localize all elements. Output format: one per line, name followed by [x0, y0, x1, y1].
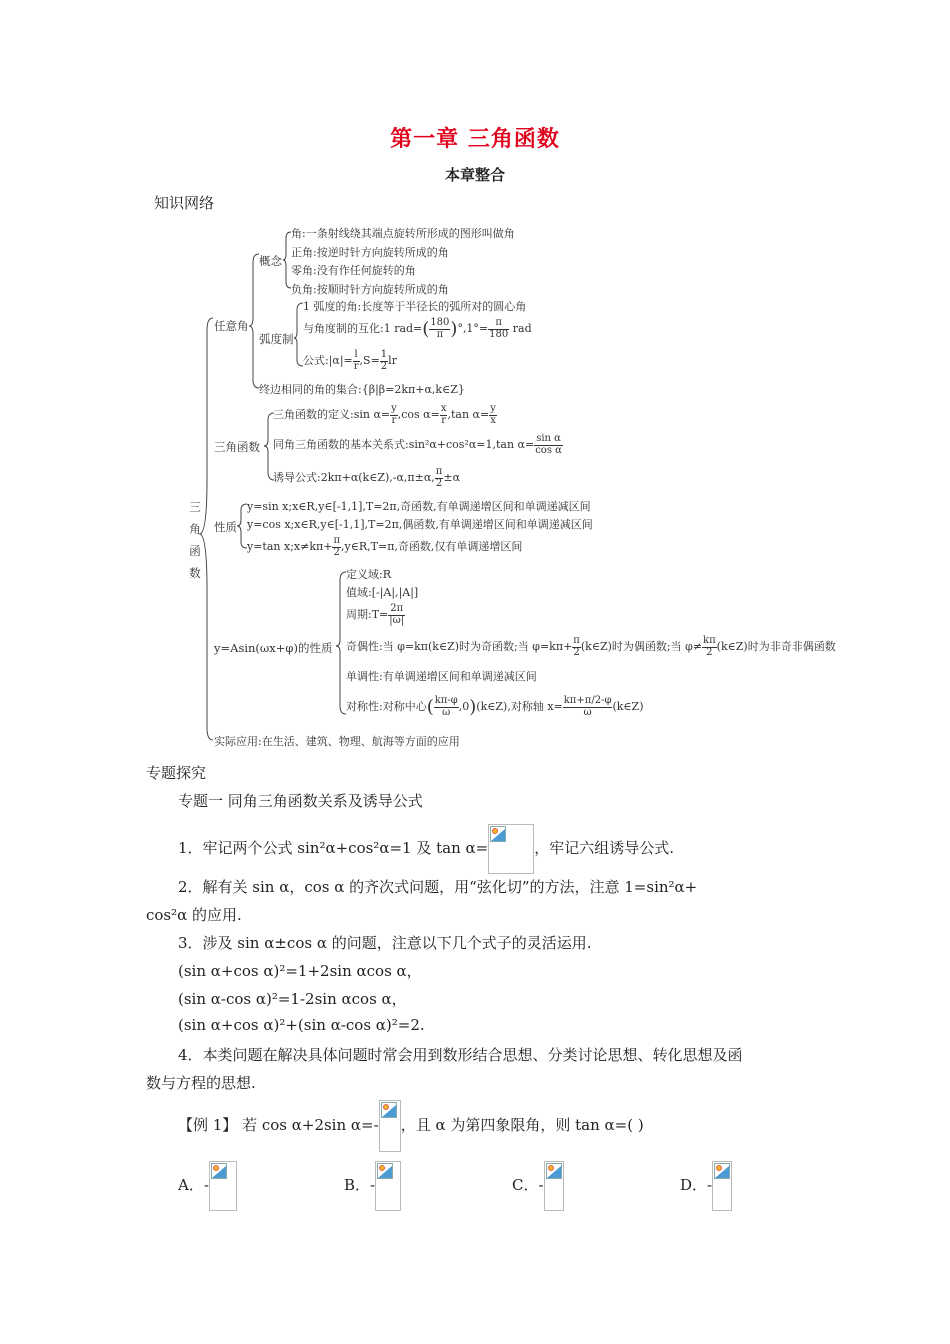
root-char: 三 [189, 500, 201, 514]
text: ，且 α 为第四象限角，则 tan α=( ) [400, 1116, 644, 1134]
shiji-item: 实际应用:在生活、建筑、物理、航海等方面的应用 [214, 735, 460, 748]
paragraph-4-line-2: 数与方程的思想. [146, 1074, 256, 1092]
fraction [563, 696, 613, 718]
text: 1．牢记两个公式 sin²α+cos²α=1 及 tan α= [178, 839, 489, 857]
hudu-item-1: 1 弧度的角:长度等于半径长的弧所对的圆心角 [303, 300, 527, 313]
sanjiao-induce [273, 467, 460, 489]
denominator: 2 [333, 546, 340, 558]
text: ,tan α= [447, 408, 490, 421]
root-char: 角 [189, 522, 201, 536]
xingzhi-tan [247, 536, 522, 558]
text: ,y∈R,T=π,奇函数,仅有单调递增区间 [341, 540, 523, 553]
text: 对称性:对称中心 [346, 700, 427, 713]
denominator: x [490, 414, 496, 426]
formula-3: (sin α+cos α)²+(sin α-cos α)²=2. [178, 1016, 425, 1034]
gainian-item: 正角:按逆时针方向旋转所成的角 [291, 246, 449, 259]
formula-1: (sin α+cos α)²=1+2sin αcos α， [178, 962, 422, 980]
denominator: π [436, 328, 444, 340]
text: (k∈Z),对称轴 x= [476, 700, 563, 713]
topic-subheading: 专题一 同角三角函数关系及诱导公式 [178, 792, 423, 810]
denominator: 2 [380, 360, 388, 372]
text: (k∈Z)时为偶函数;当 φ≠ [580, 640, 703, 653]
denominator: 2 [435, 477, 443, 489]
paragraph-1 [178, 824, 674, 874]
topic-heading: 专题探究 [146, 764, 207, 782]
root-char: 数 [189, 566, 201, 580]
denominator: |ω| [389, 614, 405, 626]
fraction [488, 318, 509, 340]
paragraph-2-line-2: cos²α 的应用. [146, 906, 242, 924]
text: ，牢记六组诱导公式. [534, 839, 674, 857]
numerator: π [573, 635, 580, 646]
denominator: r [353, 360, 359, 372]
formula-image [379, 1100, 401, 1152]
gainian-bracket [283, 232, 291, 288]
fraction [434, 696, 459, 718]
node-renyi: 任意角 [214, 319, 249, 333]
asin-parity [346, 636, 836, 658]
fraction [388, 604, 405, 626]
image-placeholder-icon [377, 1163, 393, 1179]
numerator: x [440, 403, 447, 414]
xingzhi-bracket [237, 504, 247, 548]
denominator: 180 [489, 328, 509, 340]
asin-bracket [336, 572, 346, 714]
knowledge-network-heading: 知识网络 [154, 194, 215, 212]
denominator: r [441, 414, 447, 426]
text: °,1°= [457, 322, 489, 335]
sanjiao-basic [273, 434, 563, 456]
formula-image [209, 1161, 237, 1211]
numerator: 180 [430, 317, 450, 328]
option-label: A．- [178, 1176, 209, 1194]
text: ,S= [359, 354, 380, 367]
numerator: y [490, 403, 496, 414]
option-label: C．- [512, 1176, 544, 1194]
fraction [390, 404, 398, 426]
image-placeholder-icon [490, 826, 506, 842]
chapter-title: 第一章 三角函数 [390, 126, 560, 152]
option-a [178, 1160, 237, 1211]
formula-2: (sin α-cos α)²=1-2sin αcos α， [178, 990, 407, 1008]
text: y=tan x;x≠kπ+ [247, 540, 333, 553]
zhongbian-item: 终边相同的角的集合:{β|β=2kπ+α,k∈Z} [259, 383, 465, 396]
fraction [332, 536, 341, 558]
image-placeholder-icon [211, 1163, 227, 1179]
text: ,cos α= [397, 408, 440, 421]
numerator: π [333, 535, 341, 546]
text: (k∈Z)时为非奇非偶函数 [716, 640, 836, 653]
numerator: l [354, 349, 358, 360]
fraction [702, 636, 717, 658]
numerator: 2π [390, 603, 404, 614]
paragraph-3: 3．涉及 sin α±cos α 的问题，注意以下几个式子的灵活运用. [178, 934, 592, 952]
denominator: 2 [573, 646, 580, 658]
sanjiao-def [273, 404, 497, 426]
xingzhi-cos: y=cos x;x∈R,y∈[-1,1],T=2π,偶函数,有单调递增区间和单调递减区间 [247, 518, 593, 531]
numerator: kπ [703, 635, 716, 646]
asin-range: 值域:[-|A|,|A|] [346, 586, 419, 599]
text: 奇偶性:当 φ=kπ(k∈Z)时为奇函数;当 φ=kπ+ [346, 640, 573, 653]
paragraph-2-line-1: 2．解有关 sin α，cos α 的齐次式问题，用“弦化切”的方法，注意 1=sin²α+ [178, 878, 698, 896]
numerator: π [488, 318, 509, 330]
fraction [572, 636, 581, 658]
node-asin: y=Asin(ωx+φ)的性质 [214, 641, 333, 655]
text: 诱导公式:2kπ+α(k∈Z),-α,π±α, [273, 471, 435, 484]
numerator: kπ-φ [434, 695, 458, 706]
node-xingzhi: 性质 [214, 520, 237, 534]
hudu-item-3 [303, 350, 397, 372]
text: 公式:|α|= [303, 354, 353, 367]
paragraph-4-line-1: 4．本类问题在解决具体问题时常会用到数形结合思想、分类讨论思想、转化思想及函 [178, 1046, 743, 1064]
numerator: π [435, 466, 443, 477]
option-c [512, 1160, 564, 1211]
hudu-bracket [294, 303, 303, 366]
denominator: r [391, 414, 397, 426]
image-placeholder-icon [381, 1102, 397, 1118]
gainian-item: 零角:没有作任何旋转的角 [291, 264, 416, 277]
option-d [680, 1160, 732, 1211]
section-subtitle: 本章整合 [444, 166, 505, 184]
text: ,0 [458, 700, 470, 713]
formula-image [712, 1161, 732, 1211]
root-label [188, 496, 202, 584]
root-char: 函 [189, 544, 201, 558]
fraction [353, 350, 360, 372]
formula-image [544, 1161, 564, 1211]
fraction [534, 434, 563, 456]
fraction [429, 318, 450, 340]
text: 同角三角函数的基本关系式:sin²α+cos²α=1,tan α= [273, 438, 535, 451]
example-1 [178, 1100, 644, 1152]
asin-mono: 单调性:有单调递增区间和单调递减区间 [346, 670, 537, 683]
formula-image [488, 824, 534, 874]
gainian-item: 负角:按顺时针方向旋转所成的角 [291, 283, 449, 296]
option-b [344, 1160, 401, 1211]
numerator: kπ+π/2-φ [563, 695, 612, 706]
image-placeholder-icon [714, 1163, 730, 1179]
hudu-item-2: 与角度制的互化:1 rad=( $\frac{180}{\pi}$ )°,1°= $\frac{\pi}{180}$ rad [303, 317, 532, 340]
xingzhi-sin: y=sin x;x∈R,y∈[-1,1],T=2π,奇函数,有单调递增区间和单调递减区间 [247, 500, 591, 513]
fraction [489, 404, 497, 426]
denominator: ω [583, 706, 592, 718]
renyi-bracket [249, 254, 259, 388]
text: ±α [443, 471, 461, 484]
text: 【例 1】 若 cos α+2sin α=- [178, 1116, 379, 1134]
asin-domain: 定义域:R [346, 568, 391, 581]
numerator: 1 [380, 349, 388, 360]
text: rad [512, 322, 532, 335]
image-placeholder-icon [546, 1163, 562, 1179]
numerator: y [391, 403, 397, 414]
option-label: B．- [344, 1176, 376, 1194]
numerator: sin α [536, 433, 561, 444]
text: 三角函数的定义:sin α= [273, 408, 391, 421]
denominator: 2 [706, 646, 713, 658]
denominator: ω [442, 706, 451, 718]
formula-image [375, 1161, 401, 1211]
denominator: cos α [535, 444, 562, 456]
text: (k∈Z) [612, 700, 644, 713]
text: lr [388, 354, 397, 367]
gainian-item: 角:一条射线绕其端点旋转所形成的图形叫做角 [291, 227, 515, 240]
asin-symmetry: 对称性:对称中心( $\frac{k\pi-\varphi}{\omega}$ ,0)(k∈Z),对称轴 x= $\frac{k\pi+\pi/2-\varphi}{\omega}$ (k∈Z) [346, 695, 644, 718]
node-sanjiao: 三角函数 [214, 440, 260, 454]
node-hudu: 弧度制 [259, 332, 294, 346]
text: 周期:T= [346, 608, 389, 621]
fraction [380, 350, 388, 372]
text: 与角度制的互化:1 rad= [303, 322, 423, 335]
asin-period [346, 604, 405, 626]
node-gainian: 概念 [259, 254, 282, 268]
option-label: D．- [680, 1176, 713, 1194]
